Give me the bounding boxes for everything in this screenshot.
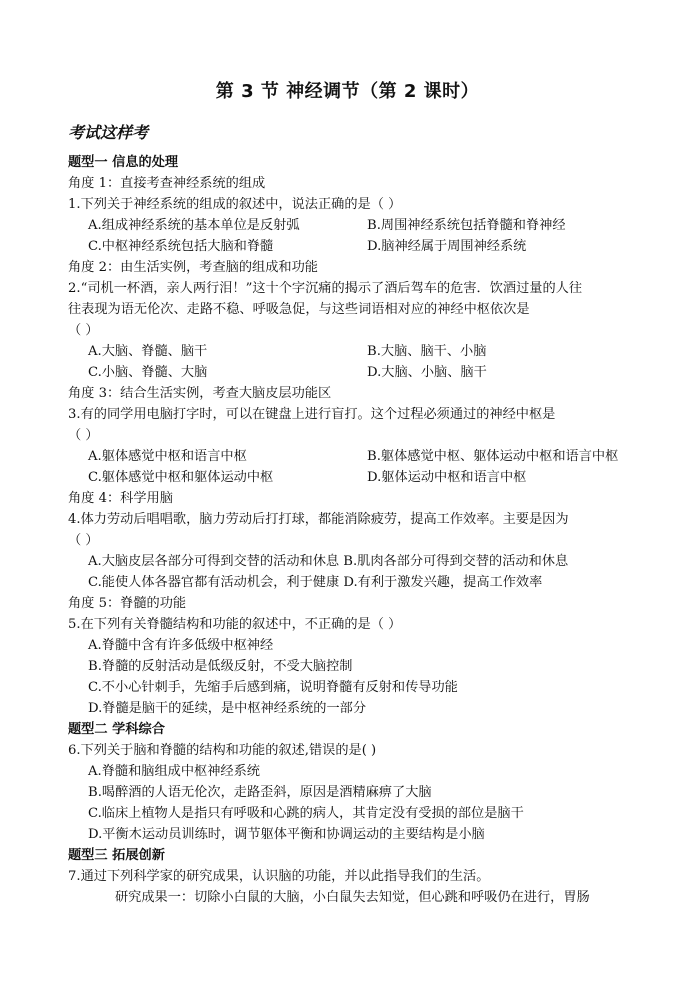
text-line: 5.在下列有关脊髓结构和功能的叙述中，不正确的是（ ） — [68, 617, 402, 632]
text-line: C.不小心针刺手，先缩手后感到痛，说明脊髓有反射和传导功能 — [88, 680, 458, 695]
text-line: B.躯体感觉中枢、躯体运动中枢和语言中枢 — [367, 449, 619, 464]
text-line: B.周围神经系统包括脊髓和脊神经 — [367, 218, 566, 233]
text-line: （ ） — [68, 323, 99, 338]
text-line: A.脊髓和脑组成中枢神经系统 — [88, 764, 260, 779]
text-line: 角度 2：由生活实例，考查脑的组成和功能 — [68, 260, 318, 275]
text-line: 4.体力劳动后唱唱歌，脑力劳动后打打球，都能消除疲劳，提高工作效率。主要是因为 — [68, 512, 569, 527]
text-line: B.喝醉酒的人语无伦次，走路歪斜，原因是酒精麻痹了大脑 — [88, 785, 432, 800]
text-line: 角度 4：科学用脑 — [68, 491, 173, 506]
text-line: A.组成神经系统的基本单位是反射弧 — [88, 218, 300, 233]
text-line: D.躯体运动中枢和语言中枢 — [367, 470, 527, 485]
text-line: C.躯体感觉中枢和躯体运动中枢 — [88, 470, 274, 485]
text-line: （ ） — [68, 533, 99, 548]
text-line: A.脊髓中含有许多低级中枢神经 — [88, 638, 274, 653]
text-line: A.大脑、脊髓、脑干 — [88, 344, 208, 359]
text-line: 3.有的同学用电脑打字时，可以在键盘上进行盲打。这个过程必须通过的神经中枢是 — [68, 407, 556, 422]
text-line: B.大脑、脑干、小脑 — [367, 344, 487, 359]
text-line: C.临床上植物人是指只有呼吸和心跳的病人，其肯定没有受损的部位是脑干 — [88, 806, 524, 821]
text-line: D.大脑、小脑、脑干 — [367, 365, 487, 380]
text-line: A.大脑皮层各部分可得到交替的活动和休息 B.肌肉各部分可得到交替的活动和休息 — [88, 554, 569, 569]
question-type-heading: 题型三 拓展创新 — [68, 848, 165, 863]
text-line: 往表现为语无伦次、走路不稳、呼吸急促，与这些词语相对应的神经中枢依次是 — [68, 302, 530, 317]
question-type-heading: 题型二 学科综合 — [68, 722, 165, 737]
text-line: D.平衡木运动员训练时，调节躯体平衡和协调运动的主要结构是小脑 — [88, 827, 485, 842]
text-line: 7.通过下列科学家的研究成果，认识脑的功能，并以此指导我们的生活。 — [68, 869, 490, 884]
text-line: 角度 1：直接考查神经系统的组成 — [68, 176, 266, 191]
text-line: 角度 3：结合生活实例，考查大脑皮层功能区 — [68, 386, 332, 401]
text-line: （ ） — [68, 428, 99, 443]
text-line: C.中枢神经系统包括大脑和脊髓 — [88, 239, 274, 254]
text-line: 2.“司机一杯酒，亲人两行泪！”这十个字沉痛的揭示了酒后驾车的危害．饮酒过量的人往 — [68, 281, 582, 296]
text-line: C.能使人体各器官都有活动机会，利于健康 D.有利于激发兴趣，提高工作效率 — [88, 575, 543, 590]
text-line: D.脑神经属于周围神经系统 — [367, 239, 527, 254]
section-heading: 考试这样考 — [68, 123, 149, 142]
text-line: C.小脑、脊髓、大脑 — [88, 365, 208, 380]
text-line: B.脊髓的反射活动是低级反射，不受大脑控制 — [88, 659, 353, 674]
text-line: 研究成果一：切除小白鼠的大脑，小白鼠失去知觉，但心跳和呼吸仍在进行，胃肠 — [115, 890, 590, 905]
page-title: 第 3 节 神经调节（第 2 课时） — [215, 81, 480, 102]
text-line: 1.下列关于神经系统的组成的叙述中，说法正确的是（ ） — [68, 197, 402, 212]
text-line: 6.下列关于脑和脊髓的结构和功能的叙述,错误的是( ) — [68, 743, 377, 758]
text-line: 角度 5：脊髓的功能 — [68, 596, 187, 611]
text-line: A.躯体感觉中枢和语言中枢 — [88, 449, 247, 464]
question-type-heading: 题型一 信息的处理 — [68, 155, 179, 170]
text-line: D.脊髓是脑干的延续，是中枢神经系统的一部分 — [88, 701, 367, 716]
